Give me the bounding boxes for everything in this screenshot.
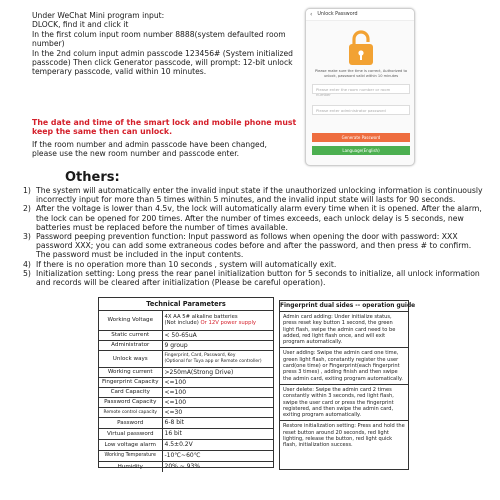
rule-number: 3) — [23, 232, 31, 242]
rule-text: Password peeping prevention function: Input password as follows when opening the door with password: XXX password XXX; you can add some extraneous codes before and after the password, and then press # to confirm. The password must be included in the input contents. — [36, 232, 472, 260]
param-label: Unlock ways — [99, 350, 162, 367]
padlock-icon — [346, 29, 376, 67]
changed-passcode-note: If the room number and admin passcode have been changed, please use the new room number and passcode enter. — [32, 140, 267, 159]
intro-line: DLOCK, find it and click it — [32, 20, 129, 30]
admin-card-adding-section: Admin card adding: Under initialize status, press reset key button 1 second, the green light flash, swipe the admin card need to be added, red light flash once, and will exit program automatically. — [280, 312, 408, 348]
voltage-batteries: 4X AA 5# alkaline batteries — [164, 314, 238, 321]
param-value: 20% ~ 93% — [164, 463, 201, 471]
param-label: Working current — [99, 367, 162, 377]
fingerprint-guide-title: Fingerprint dual sides -- operation guide — [280, 301, 408, 312]
table-row — [99, 377, 273, 387]
intro-line: In the first colum input room number 8888(system defaulted room number) — [32, 29, 286, 49]
back-arrow-icon: ‹ — [310, 11, 313, 18]
param-value: >250mA(Strong Drive) — [162, 367, 273, 377]
phone-note: Please make sure the time is correct, Authorized to unlock, password valid within 10 minutes — [314, 69, 408, 78]
unlock-ways-optional: (Optional for Tuya app or Remote controller) — [164, 358, 262, 364]
rule-item — [23, 204, 485, 232]
phone-title: Unlock Password — [317, 12, 358, 17]
rule-text: The system will automatically enter the invalid input state if the unauthorized unlocking information is continuously incorrectly input for more than 5 times within 5 minutes, and the invalid input state will lasts for 90 seconds. — [36, 186, 483, 205]
unlock-ways-main: Fingerprint, Card, Password, Key — [164, 352, 236, 358]
param-label: Remote control capacity — [99, 407, 162, 417]
param-label: Password — [99, 417, 162, 428]
rule-text: If there is no operation more than 10 seconds , system will automatically exit. — [36, 259, 337, 269]
others-rules — [23, 186, 485, 287]
param-label: Working Temperature — [99, 450, 162, 461]
table-row — [99, 450, 273, 461]
param-value: 4.5±0.2V — [162, 439, 273, 450]
user-adding-section: User adding: Swipe the admin card one time, green light flash, constantly register the user card(one time) or Fingerprint(each fingerprint press 3 times) , adding finish and then swipe the admin card, exiting program automatically. — [280, 348, 408, 384]
param-value: <=100 — [162, 387, 273, 397]
table-row — [99, 397, 273, 407]
technical-parameters-table — [98, 297, 274, 471]
rule-number: 4) — [23, 259, 31, 269]
table-row — [99, 311, 273, 330]
param-label: Humidity — [99, 461, 162, 472]
table-row — [99, 439, 273, 450]
restore-initialization-section: Restore initialization setting: Press and hold the reset button around 20 seconds, red light lighting, release the button, red light quick flash, initialization success. — [283, 423, 405, 449]
technical-parameters-title: Technical Parameters — [99, 298, 273, 311]
param-label: Working Voltage — [99, 311, 162, 330]
rule-text: Initialization setting: Long press the rear panel initialization button for 5 seconds to initialize, all unlock information and records will be cleared after initialization (Please be careful operation). — [36, 268, 480, 288]
phone-title-bar — [306, 9, 414, 21]
param-label: Fingerprint Capacity — [99, 377, 162, 387]
param-value: -10℃~60℃ — [162, 450, 273, 461]
time-sync-warning: The date and time of the smart lock and mobile phone must keep the same then can unlock. — [32, 118, 297, 137]
table-row — [99, 350, 273, 367]
room-number-input[interactable]: Please enter the room number or room number — [312, 84, 410, 94]
rule-number: 2) — [23, 204, 31, 214]
phone-screenshot — [305, 8, 415, 166]
table-row — [99, 461, 273, 472]
param-value — [162, 311, 273, 330]
table-row — [99, 387, 273, 397]
rule-number: 5) — [23, 268, 31, 278]
rule-item — [23, 269, 485, 287]
rule-number: 1) — [23, 186, 31, 195]
others-heading: Others: — [65, 170, 120, 185]
intro-line: In the 2nd colum input admin passcode 123456# (System initialized passcode) Then click Generator passcode, will prompt: 12-bit unlock temperary passcode, valid within 10 minutes. — [32, 48, 293, 77]
param-value: <=100 — [162, 377, 273, 387]
table-row — [99, 367, 273, 377]
rule-text: After the voltage is lower than 4.5v, the lock will automatically alarm every time when it is opened. After the alarm, the lock can be opened for 200 times. After the number of times exceeds, each unlock delay is 5 seconds, new batteries must be replaced before the number of times available. — [36, 204, 482, 232]
admin-password-input[interactable]: Please enter administrator password — [312, 105, 410, 115]
param-label: Card Capacity — [99, 387, 162, 397]
table-row — [99, 428, 273, 439]
table-row — [99, 407, 273, 417]
param-value — [162, 350, 273, 367]
parameters-grid — [99, 311, 273, 472]
fingerprint-operation-guide — [279, 300, 416, 470]
rule-item — [23, 186, 485, 204]
param-value: 16 bit — [162, 428, 273, 439]
rule-item — [23, 260, 485, 269]
param-value: <=100 — [162, 397, 273, 407]
intro-line: Under WeChat Mini program input: — [32, 11, 165, 20]
user-delete-section: User delete: Swipe the admin card 2 times constantly within 3 seconds, red light flash, swipe the user card or press the fingerprint registered, and then swipe the admin card, exiting program automatically. — [280, 385, 408, 421]
generate-password-button[interactable]: Generate Password — [312, 133, 410, 142]
table-row — [99, 417, 273, 428]
intro-instructions — [32, 11, 294, 77]
param-label: Password Capacity — [99, 397, 162, 407]
param-value: 9 group — [162, 340, 273, 350]
param-label: Administrator — [99, 340, 162, 350]
language-button[interactable]: Language(English) — [312, 146, 410, 155]
param-label: Low voltage alarm — [99, 439, 162, 450]
voltage-alt-supply: Or 12V power supply — [200, 320, 257, 327]
table-row — [99, 330, 273, 340]
param-value: 6-8 bit — [162, 417, 273, 428]
param-value: < 50-65uA — [162, 330, 273, 340]
voltage-note: (Not include) — [164, 320, 199, 327]
table-row — [99, 340, 273, 350]
param-value: <=30 — [162, 407, 273, 417]
param-label: Virtual password — [99, 428, 162, 439]
rule-item — [23, 232, 485, 260]
param-label: Static current — [99, 330, 162, 340]
